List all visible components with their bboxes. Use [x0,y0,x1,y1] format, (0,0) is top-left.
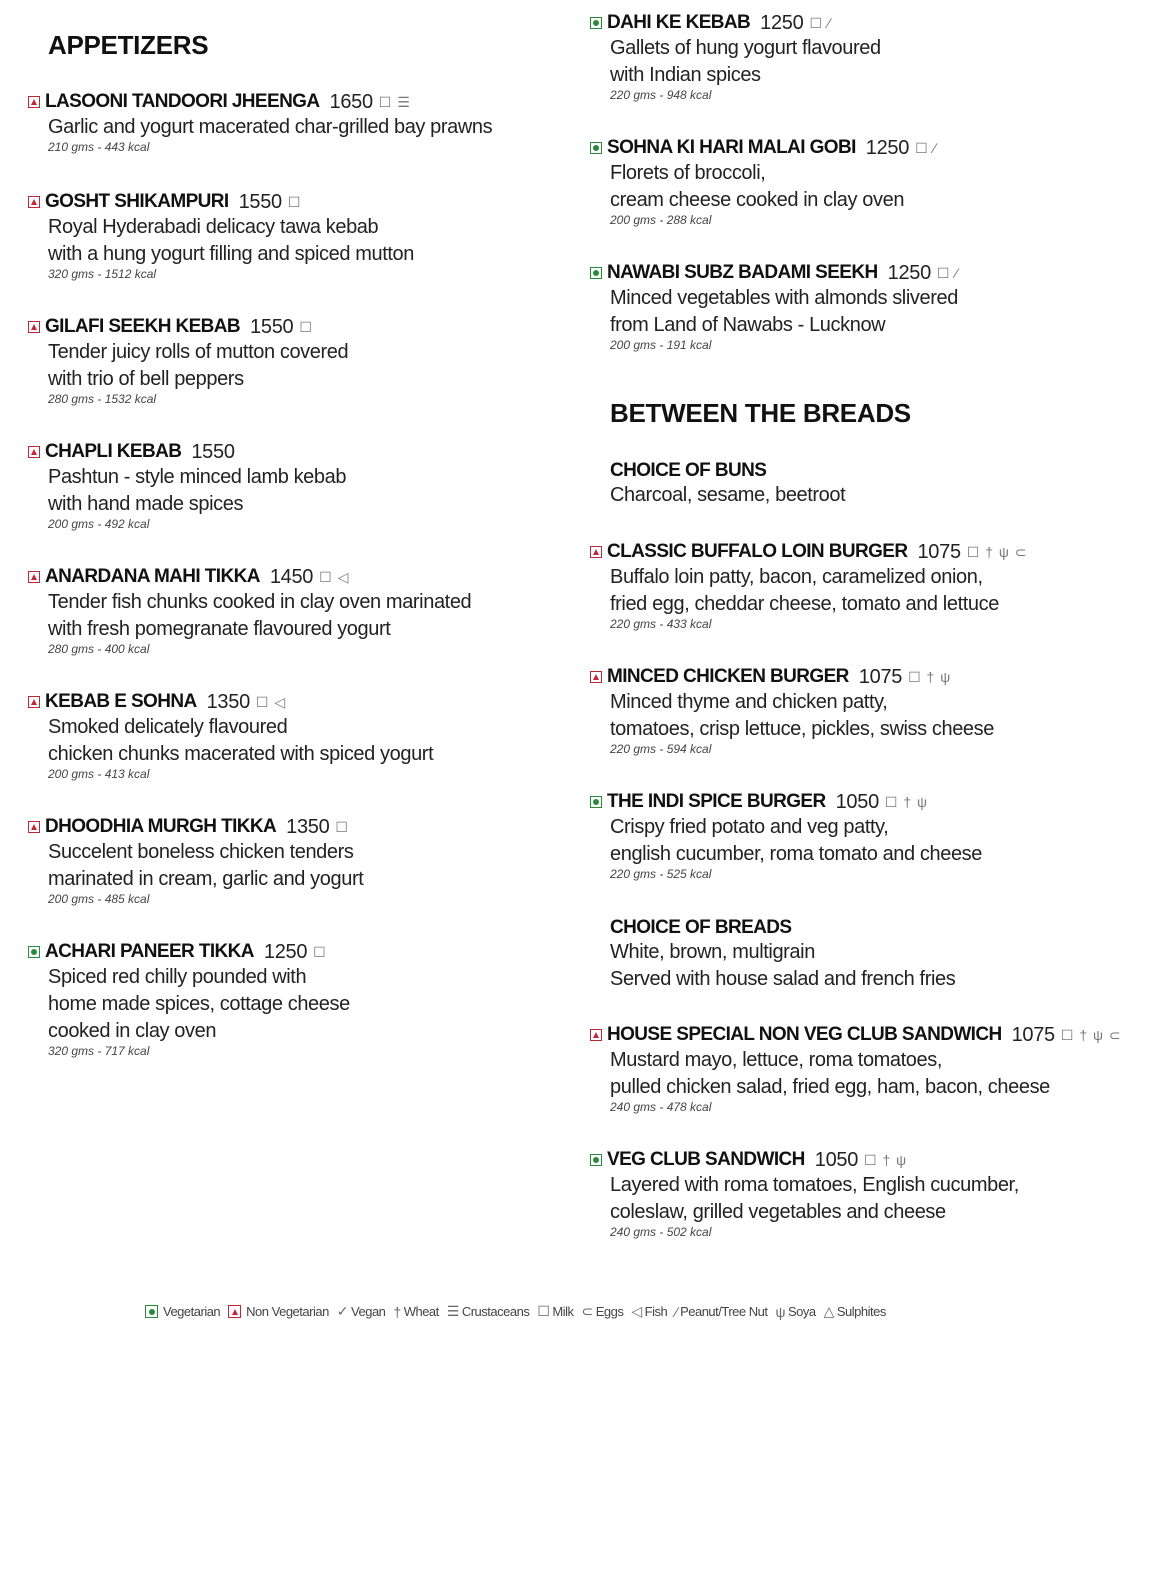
menu-item-header [28,815,568,839]
menu-item-name: CHAPLI KEBAB [45,441,182,462]
choice-of-breads-line: Served with house salad and french fries [610,968,956,990]
crustaceans-icon: ☰ [446,1303,459,1319]
nonveg-mark-icon [28,696,40,708]
allergen-icons: ☐ ∕ [936,264,959,281]
menu-item-nutrition: 280 gms - 400 kcal [48,642,150,656]
appetizers-title: APPETIZERS [48,30,209,60]
menu-item-price: 1350 [206,690,250,713]
choice-of-breads-line: White, brown, multigrain [610,941,815,963]
menu-item-description: Tender juicy rolls of mutton covered [48,341,349,363]
menu-item-header [28,190,568,214]
menu-item-description: Layered with roma tomatoes, English cucumber, [610,1174,1019,1196]
menu-item-price: 1075 [858,665,903,688]
veg-mark-icon [590,267,602,279]
choice-of-buns [590,460,1150,509]
veg-mark-icon [145,1305,158,1318]
nonveg-mark-icon [28,446,40,458]
menu-item-name: CLASSIC BUFFALO LOIN BURGER [607,541,908,562]
legend-item [824,1303,886,1320]
legend-label: Vegan [351,1304,386,1319]
menu-item-description: Buffalo loin patty, bacon, caramelized onion, [610,566,983,588]
legend-item [337,1303,386,1320]
menu-item-nutrition: 220 gms - 594 kcal [610,742,712,756]
menu-item [590,790,1150,881]
choice-of-buns-text: Charcoal, sesame, beetroot [610,484,846,506]
allergen-icons: ☐ † ψ [908,668,952,685]
nonveg-mark-icon [590,546,602,558]
menu-item-name: GILAFI SEEKH KEBAB [45,316,241,337]
legend-item [775,1304,815,1320]
menu-item [28,565,568,656]
menu-item-price: 1450 [269,565,314,588]
fish-icon: ◁ [631,1303,642,1319]
menu-item-price: 1350 [286,815,330,838]
menu-item-price: 1250 [263,940,308,963]
legend-item [145,1304,220,1319]
menu-item-description: with a hung yogurt filling and spiced mutton [48,243,414,265]
menu-item [590,1148,1150,1239]
menu-item [590,1023,1150,1114]
menu-item-nutrition: 210 gms - 443 kcal [48,140,150,154]
nonveg-mark-icon [228,1305,241,1318]
menu-item-nutrition: 200 gms - 191 kcal [610,338,712,352]
menu-item-price: 1250 [887,261,931,284]
menu-item-header [590,261,1150,285]
menu-item [28,190,568,281]
menu-item-description: home made spices, cottage cheese [48,993,350,1015]
legend-label: Peanut/Tree Nut [680,1304,768,1319]
menu-item-name: THE INDI SPICE BURGER [607,791,826,812]
allergen-icons: ☐ [287,193,302,210]
legend-label: Crustaceans [461,1304,530,1319]
menu-item [590,136,1150,227]
menu-item-nutrition: 280 gms - 1532 kcal [48,392,157,406]
vegan-icon: ✓ [336,1303,349,1319]
menu-item-nutrition: 200 gms - 288 kcal [610,213,712,227]
allergen-icons: ☐ [313,943,327,960]
menu-item-name: VEG CLUB SANDWICH [607,1149,805,1170]
menu-item-description: Florets of broccoli, [610,162,766,184]
menu-item-name: NAWABI SUBZ BADAMI SEEKH [607,262,878,283]
menu-item-price: 1075 [1011,1023,1055,1046]
menu-item-description: marinated in cream, garlic and yogurt [48,868,364,890]
menu-item-description: Minced vegetables with almonds slivered [610,287,958,309]
legend-label: Wheat [403,1304,439,1319]
menu-item-nutrition: 220 gms - 525 kcal [610,867,712,881]
menu-item-header [28,90,568,114]
nonveg-mark-icon [28,321,40,333]
menu-item-description: Minced thyme and chicken patty, [610,691,888,713]
menu-item-name: GOSHT SHIKAMPURI [45,191,229,212]
menu-item-description: Spiced red chilly pounded with [48,966,307,988]
menu-item-nutrition: 200 gms - 413 kcal [48,767,150,781]
menu-item-nutrition: 240 gms - 502 kcal [610,1225,712,1239]
menu-item-description: Succelent boneless chicken tenders [48,841,354,863]
between-the-breads-title: BETWEEN THE BREADS [610,398,911,428]
menu-item-description: cream cheese cooked in clay oven [610,189,905,211]
menu-item-header [28,440,568,464]
menu-item-header [28,315,568,339]
menu-item-description: Mustard mayo, lettuce, roma tomatoes, [610,1049,943,1071]
menu-item-name: DHOODHIA MURGH TIKKA [45,816,277,837]
menu-item-description: cooked in clay oven [48,1020,217,1042]
legend-item [393,1304,438,1320]
allergen-icons: ☐ † ψ ⊂ [966,543,1028,560]
menu-item-price: 1250 [760,11,804,34]
menu-item-description: Garlic and yogurt macerated char-grilled bay prawns [48,116,493,138]
veg-mark-icon [590,142,602,154]
menu-item-description: with hand made spices [48,493,244,515]
menu-item-header [28,940,568,964]
menu-item-description: with fresh pomegranate flavoured yogurt [48,618,391,640]
menu-item-name: KEBAB E SOHNA [45,691,197,712]
menu-item-description: Gallets of hung yogurt flavoured [610,37,881,59]
menu-item-description: with Indian spices [610,64,761,86]
choice-of-breads [590,917,1150,993]
veg-mark-icon [590,17,602,29]
menu-item-nutrition: 220 gms - 433 kcal [610,617,712,631]
allergen-icons: ☐ ◁ [255,693,287,710]
menu-item-price: 1550 [191,440,235,463]
choice-of-breads-heading: CHOICE OF BREADS [610,917,792,938]
veg-mark-icon [590,1154,602,1166]
menu-item-nutrition: 240 gms - 478 kcal [610,1100,712,1114]
allergen-icons: ☐ ∕ [809,14,832,31]
menu-item [28,815,568,906]
allergen-icons: ☐ [299,318,313,335]
menu-item-header [590,136,1150,160]
menu-item [590,540,1150,631]
nonveg-mark-icon [28,821,40,833]
allergen-icons: ☐ † ψ ⊂ [1060,1026,1122,1043]
menu-item [28,940,568,1058]
legend-label: Fish [644,1304,668,1319]
allergen-icons: ☐ ∕ [915,139,937,156]
menu-item-description: with trio of bell peppers [48,368,244,390]
peanut-icon: ∕ [675,1303,678,1320]
menu-item-description: Crispy fried potato and veg patty, [610,816,889,838]
menu-item [590,261,1150,352]
allergen-icons: ☐ [335,818,349,835]
menu-item-header [590,665,1150,689]
menu-item-header [28,565,568,589]
menu-item-description: fried egg, cheddar cheese, tomato and lettuce [610,593,999,615]
menu-item-price: 1550 [250,315,294,338]
menu-item-price: 1050 [835,790,879,813]
choice-of-buns-heading: CHOICE OF BUNS [610,460,767,481]
menu-item [590,11,1150,102]
legend-label: Sulphites [836,1304,886,1319]
menu-item-price: 1050 [814,1148,859,1171]
allergen-icons: ☐ ◁ [319,568,350,585]
nonveg-mark-icon [28,196,40,208]
menu-item-name: DAHI KE KEBAB [607,12,751,33]
legend-label: Non Vegetarian [246,1304,329,1319]
menu-item-description: Royal Hyderabadi delicacy tawa kebab [48,216,379,238]
menu-item-header [590,540,1150,564]
nonveg-mark-icon [590,1029,602,1041]
menu-item-header [28,690,568,714]
allergen-icons: ☐ ☰ [378,93,411,110]
menu-item-nutrition: 200 gms - 492 kcal [48,517,150,531]
veg-mark-icon [590,796,602,808]
menu-item [28,690,568,781]
menu-item-name: SOHNA KI HARI MALAI GOBI [607,137,856,158]
menu-item-header [590,11,1150,35]
allergen-icons: ☐ † ψ [884,793,928,810]
menu-item-header [590,1148,1150,1172]
menu-item-name: LASOONI TANDOORI JHEENGA [45,91,320,112]
nonveg-mark-icon [28,96,40,108]
menu-item [28,315,568,406]
menu-item-description: Tender fish chunks cooked in clay oven marinated [48,591,472,613]
legend-item [675,1304,767,1320]
wheat-icon: † [393,1303,401,1320]
menu-item-description: Pashtun - style minced lamb kebab [48,466,347,488]
legend-label: Eggs [595,1304,624,1319]
menu-item [590,665,1150,756]
menu-item-nutrition: 320 gms - 1512 kcal [48,267,157,281]
legend-label: Vegetarian [163,1304,221,1319]
menu-item-price: 1250 [865,136,910,159]
menu-item-nutrition: 220 gms - 948 kcal [610,88,712,102]
legend-label: Milk [552,1304,574,1319]
menu-item-description: coleslaw, grilled vegetables and cheese [610,1201,946,1223]
menu-item-description: pulled chicken salad, fried egg, ham, bacon, cheese [610,1076,1050,1098]
nonveg-mark-icon [28,571,40,583]
menu-item [28,440,568,531]
menu-item-header [590,1023,1150,1047]
sulphites-icon: △ [823,1303,834,1319]
eggs-icon: ⊂ [581,1303,593,1319]
menu-item [28,90,568,154]
legend-item [447,1303,530,1320]
menu-item-price: 1650 [329,90,373,113]
veg-mark-icon [28,946,40,958]
legend-label: Soya [787,1304,816,1319]
legend-item [582,1303,624,1320]
menu-item-nutrition: 200 gms - 485 kcal [48,892,150,906]
allergen-icons: ☐ † ψ [864,1151,908,1168]
menu-item-description: chicken chunks macerated with spiced yogurt [48,743,434,765]
menu-item-price: 1550 [238,190,282,213]
legend-item [228,1304,329,1319]
menu-item-description: english cucumber, roma tomato and cheese [610,843,982,865]
legend-item [537,1303,573,1320]
menu-item-price: 1075 [917,540,961,563]
nonveg-mark-icon [590,671,602,683]
legend-item [631,1303,667,1320]
menu-item-nutrition: 320 gms - 717 kcal [48,1044,150,1058]
menu-item-name: ANARDANA MAHI TIKKA [45,566,260,587]
menu-item-description: tomatoes, crisp lettuce, pickles, swiss cheese [610,718,994,740]
menu-item-header [590,790,1150,814]
menu-item-name: ACHARI PANEER TIKKA [45,941,254,962]
menu-item-description: from Land of Nawabs - Lucknow [610,314,886,336]
milk-icon: ☐ [537,1303,550,1319]
menu-item-description: Smoked delicately flavoured [48,716,288,738]
allergen-legend [145,1303,1015,1320]
menu-item-name: HOUSE SPECIAL NON VEG CLUB SANDWICH [607,1024,1002,1045]
menu-item-name: MINCED CHICKEN BURGER [607,666,849,687]
soya-icon: ψ [775,1303,785,1320]
